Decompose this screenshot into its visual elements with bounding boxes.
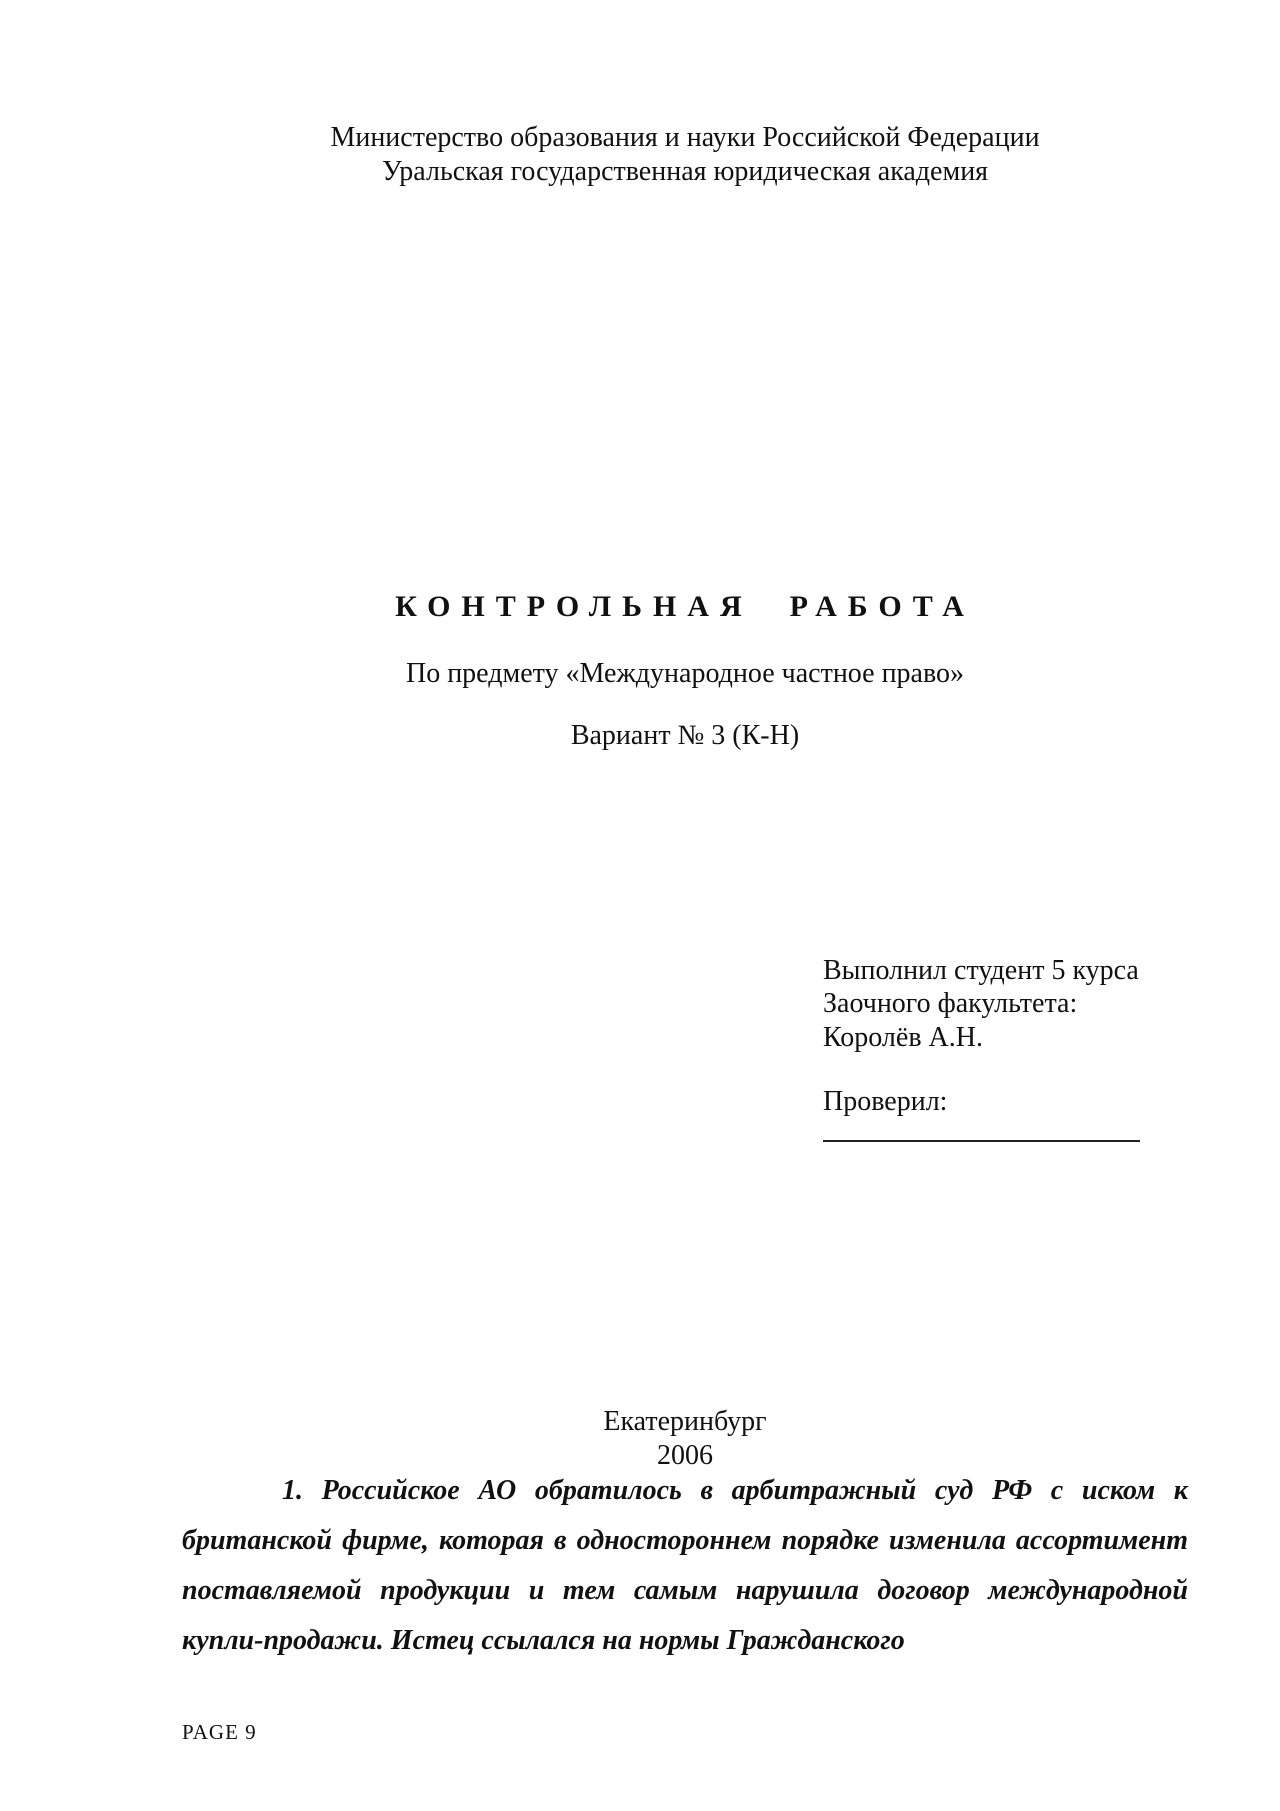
city: Екатеринбург	[603, 1406, 767, 1437]
author-line-1: Выполнил студент 5 курса	[823, 955, 1139, 986]
checked-label: Проверил:	[823, 1086, 948, 1117]
year: 2006	[657, 1440, 713, 1471]
variant-line: Вариант № 3 (К-Н)	[570, 720, 800, 751]
header-ministry: Министерство образования и науки Российской Федерации	[330, 122, 1040, 153]
header-academy: Уральская государственная юридическая академия	[381, 156, 989, 187]
subject-line: По предмету «Международное частное право»	[405, 658, 965, 689]
author-name: Королёв А.Н.	[823, 1022, 983, 1053]
page-footer: PAGE 9	[182, 1720, 257, 1744]
document-title: КОНТРОЛЬНАЯ РАБОТА	[395, 590, 975, 623]
author-line-2: Заочного факультета:	[823, 988, 1078, 1019]
body-paragraph: 1. Российское АО обратилось в арбитражный суд РФ с иском к британской фирме, которая в одностороннем порядке изменила ассортимент поставляемой продукции и тем самым нарушила договор международной купли-продажи. Истец ссылался на нормы Гражданского	[182, 1475, 1188, 1656]
signature-line	[823, 1140, 1140, 1142]
